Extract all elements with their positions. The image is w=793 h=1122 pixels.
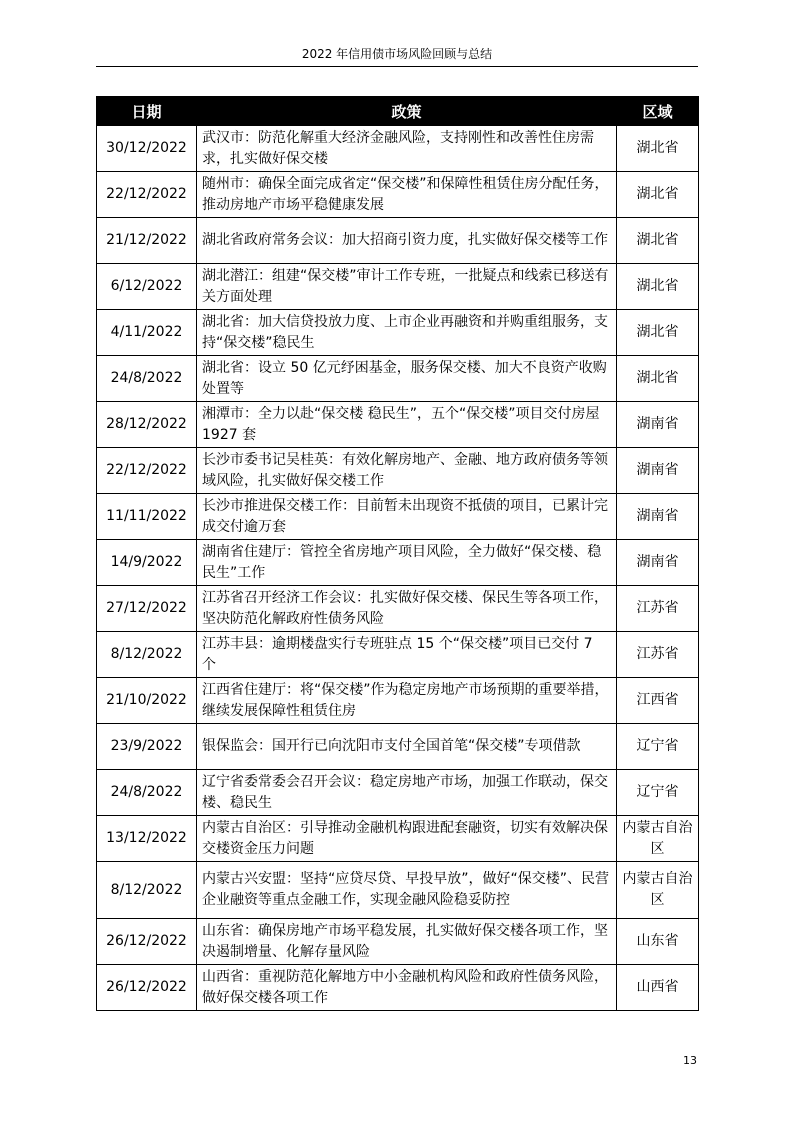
row-policy: 湖北省：加大信贷投放力度、上市企业再融资和并购重组服务，支持“保交楼”稳民生 — [197, 310, 617, 356]
column-header-policy: 政策 — [197, 97, 617, 126]
row-date: 26/12/2022 — [97, 919, 197, 965]
row-region: 山东省 — [617, 919, 699, 965]
page-header: 2022 年信用债市场风险回顾与总结 — [301, 47, 493, 61]
row-policy: 长沙市推进保交楼工作：目前暂未出现资不抵债的项目，已累计完成交付逾万套 — [197, 494, 617, 540]
row-region: 山西省 — [617, 965, 699, 1011]
table-row — [97, 172, 699, 218]
row-date: 4/11/2022 — [97, 310, 197, 356]
table-row — [97, 586, 699, 632]
row-region: 辽宁省 — [617, 770, 699, 816]
row-date: 8/12/2022 — [97, 862, 197, 919]
header-divider — [96, 66, 698, 67]
row-region: 湖南省 — [617, 448, 699, 494]
row-region: 江苏省 — [617, 632, 699, 678]
row-date: 6/12/2022 — [97, 264, 197, 310]
table-row — [97, 770, 699, 816]
policy-table — [96, 96, 699, 1011]
row-region: 江苏省 — [617, 586, 699, 632]
table-row — [97, 816, 699, 862]
table-body — [97, 126, 699, 1011]
row-policy: 山东省：确保房地产市场平稳发展，扎实做好保交楼各项工作，坚决遏制增量、化解存量风险 — [197, 919, 617, 965]
table-row — [97, 402, 699, 448]
row-policy: 湘潭市：全力以赴“保交楼 稳民生”，五个“保交楼”项目交付房屋 1927 套 — [197, 402, 617, 448]
row-policy: 内蒙古兴安盟：坚持“应贷尽贷、早投早放”，做好“保交楼”、民营企业融资等重点金融工作，实现金融风险稳妥防控 — [197, 862, 617, 919]
table-row — [97, 126, 699, 172]
row-date: 23/9/2022 — [97, 724, 197, 770]
row-date: 24/8/2022 — [97, 770, 197, 816]
table-row — [97, 356, 699, 402]
row-policy: 山西省：重视防范化解地方中小金融机构风险和政府性债务风险，做好保交楼各项工作 — [197, 965, 617, 1011]
row-date: 14/9/2022 — [97, 540, 197, 586]
row-policy: 长沙市委书记吴桂英：有效化解房地产、金融、地方政府债务等领域风险，扎实做好保交楼工作 — [197, 448, 617, 494]
row-date: 26/12/2022 — [97, 965, 197, 1011]
row-region: 湖北省 — [617, 356, 699, 402]
row-region: 湖南省 — [617, 494, 699, 540]
row-region: 湖北省 — [617, 310, 699, 356]
row-policy: 江苏省召开经济工作会议：扎实做好保交楼、保民生等各项工作，坚决防范化解政府性债务风险 — [197, 586, 617, 632]
row-policy: 内蒙古自治区：引导推动金融机构跟进配套融资，切实有效解决保交楼资金压力问题 — [197, 816, 617, 862]
row-date: 30/12/2022 — [97, 126, 197, 172]
row-policy: 湖北潜江：组建“保交楼”审计工作专班，一批疑点和线索已移送有关方面处理 — [197, 264, 617, 310]
row-policy: 随州市：确保全面完成省定“保交楼”和保障性租赁住房分配任务，推动房地产市场平稳健康发展 — [197, 172, 617, 218]
row-date: 8/12/2022 — [97, 632, 197, 678]
column-header-region: 区域 — [617, 97, 699, 126]
row-policy: 武汉市：防范化解重大经济金融风险，支持刚性和改善性住房需求，扎实做好保交楼 — [197, 126, 617, 172]
row-region: 湖北省 — [617, 172, 699, 218]
table-row — [97, 724, 699, 770]
row-date: 27/12/2022 — [97, 586, 197, 632]
column-header-date: 日期 — [97, 97, 197, 126]
row-policy: 银保监会：国开行已向沈阳市支付全国首笔“保交楼”专项借款 — [197, 724, 617, 770]
row-date: 24/8/2022 — [97, 356, 197, 402]
table-row — [97, 862, 699, 919]
row-region: 湖南省 — [617, 402, 699, 448]
table-row — [97, 218, 699, 264]
row-policy: 湖北省政府常务会议：加大招商引资力度，扎实做好保交楼等工作 — [197, 218, 617, 264]
row-date: 22/12/2022 — [97, 172, 197, 218]
row-date: 28/12/2022 — [97, 402, 197, 448]
table-row — [97, 494, 699, 540]
table-row — [97, 632, 699, 678]
row-region: 辽宁省 — [617, 724, 699, 770]
page-number: 13 — [683, 1054, 697, 1067]
row-policy: 江苏丰县：逾期楼盘实行专班驻点 15 个“保交楼”项目已交付 7 个 — [197, 632, 617, 678]
row-region: 内蒙古自治区 — [617, 862, 699, 919]
table-row — [97, 540, 699, 586]
row-date: 21/10/2022 — [97, 678, 197, 724]
row-policy: 辽宁省委常委会召开会议：稳定房地产市场，加强工作联动，保交楼、稳民生 — [197, 770, 617, 816]
table-row — [97, 919, 699, 965]
row-policy: 湖南省住建厅：管控全省房地产项目风险，全力做好“保交楼、稳民生”工作 — [197, 540, 617, 586]
table-row — [97, 448, 699, 494]
table-row — [97, 310, 699, 356]
row-region: 江西省 — [617, 678, 699, 724]
row-date: 22/12/2022 — [97, 448, 197, 494]
table-row — [97, 678, 699, 724]
row-date: 21/12/2022 — [97, 218, 197, 264]
row-date: 13/12/2022 — [97, 816, 197, 862]
row-region: 湖北省 — [617, 218, 699, 264]
row-date: 11/11/2022 — [97, 494, 197, 540]
table-header-row — [97, 97, 699, 126]
row-policy: 湖北省：设立 50 亿元纾困基金，服务保交楼、加大不良资产收购处置等 — [197, 356, 617, 402]
row-region: 内蒙古自治区 — [617, 816, 699, 862]
table-row — [97, 264, 699, 310]
row-region: 湖南省 — [617, 540, 699, 586]
row-region: 湖北省 — [617, 264, 699, 310]
table-row — [97, 965, 699, 1011]
row-region: 湖北省 — [617, 126, 699, 172]
row-policy: 江西省住建厅：将“保交楼”作为稳定房地产市场预期的重要举措，继续发展保障性租赁住房 — [197, 678, 617, 724]
